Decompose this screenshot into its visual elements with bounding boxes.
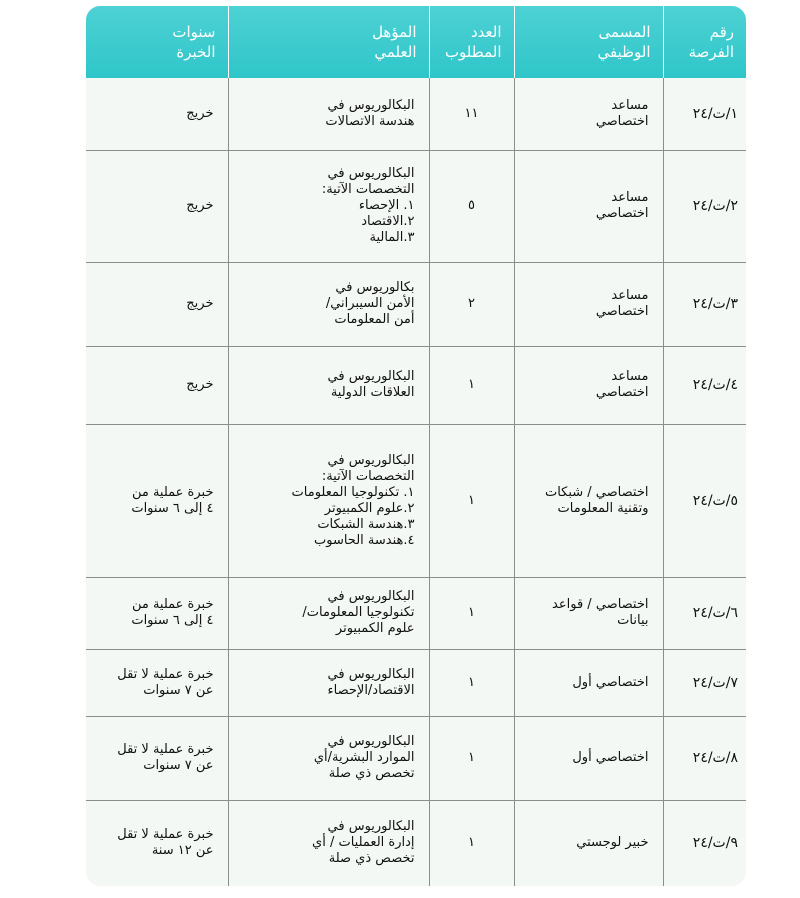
cell-qualification-line: ٤.هندسة الحاسوب: [314, 532, 415, 548]
cell-qualification-line: تخصص ذي صلة: [328, 766, 415, 781]
cell-qualification: [228, 262, 429, 346]
cell-qualification-line: البكالوريوس في: [327, 97, 415, 113]
cell-experience: [86, 346, 228, 424]
cell-required-count: ١: [429, 716, 514, 800]
cell-job-title-line: مساعد: [611, 369, 649, 384]
cell-experience-line: خبرة عملية من: [131, 484, 214, 500]
cell-experience: [86, 800, 228, 886]
cell-job-title-line: اختصاصي / قواعد: [552, 597, 649, 612]
cell-job-title-line: بيانات: [617, 613, 649, 628]
cell-experience-line: خبرة عملية لا تقل: [117, 742, 214, 757]
cell-required-count: ١: [429, 649, 514, 716]
table-row: [86, 800, 746, 886]
cell-qualification-line: علوم الكمبيوتر: [335, 621, 415, 636]
cell-experience: [86, 577, 228, 649]
cell-job-title: [514, 78, 663, 150]
cell-qualification-line: البكالوريوس في: [327, 589, 415, 604]
cell-qualification-line: الموارد البشرية/أي: [313, 750, 415, 765]
cell-job-title: [514, 262, 663, 346]
header-qualification: المؤهل العلمي: [228, 6, 429, 78]
job-opportunities-card: [86, 6, 746, 886]
cell-experience: [86, 262, 228, 346]
cell-qualification-line: تخصص ذي صلة: [328, 851, 415, 867]
table-body: [86, 78, 746, 886]
cell-qualification-line: البكالوريوس في: [327, 452, 415, 468]
cell-job-title-line: اختصاصي: [595, 304, 649, 319]
cell-experience-line: عن ٧ سنوات: [143, 758, 214, 773]
cell-opportunity-id: ٣/ت/٢٤: [663, 262, 746, 346]
cell-required-count: ١: [429, 346, 514, 424]
cell-experience-line: خريج: [186, 377, 214, 392]
cell-job-title-line: اختصاصي أول: [572, 674, 649, 690]
cell-experience: [86, 150, 228, 262]
cell-required-count: ١١: [429, 78, 514, 150]
cell-experience: [86, 649, 228, 716]
table-row: [86, 424, 746, 577]
cell-qualification: [228, 346, 429, 424]
cell-qualification: [228, 78, 429, 150]
cell-job-title: [514, 649, 663, 716]
header-opportunity-id: رقم الفرصة: [663, 6, 746, 78]
table-row: [86, 78, 746, 150]
cell-experience-line: خريج: [186, 105, 214, 121]
cell-job-title: [514, 577, 663, 649]
cell-required-count: ٢: [429, 262, 514, 346]
cell-job-title: [514, 346, 663, 424]
cell-qualification-line: الأمن السيبراني/: [325, 296, 415, 311]
cell-qualification-line: إدارة العمليات / أي: [312, 835, 415, 851]
cell-job-title: [514, 800, 663, 886]
cell-experience: [86, 716, 228, 800]
cell-qualification-line: التخصصات الآتية:: [321, 182, 415, 197]
cell-experience-line: عن ١٢ سنة: [151, 843, 214, 859]
cell-experience-line: خبرة عملية من: [131, 597, 214, 612]
cell-qualification-line: البكالوريوس في: [327, 819, 415, 835]
cell-job-title-line: خبير لوجستي: [576, 835, 649, 851]
cell-required-count: ١: [429, 577, 514, 649]
cell-qualification: [228, 716, 429, 800]
table-row: [86, 649, 746, 716]
cell-experience-line: خريج: [186, 296, 214, 311]
cell-qualification: [228, 150, 429, 262]
cell-job-title-line: اختصاصي: [595, 113, 649, 129]
cell-qualification-line: ١. الإحصاء: [358, 198, 415, 213]
cell-qualification-line: هندسة الاتصالات: [325, 113, 415, 129]
cell-qualification-line: البكالوريوس في: [327, 666, 415, 682]
cell-job-title-line: اختصاصي: [595, 385, 649, 400]
cell-qualification-line: ٣.المالية: [369, 230, 415, 245]
cell-qualification-line: أمن المعلومات: [334, 312, 415, 327]
cell-job-title-line: مساعد: [611, 97, 649, 113]
cell-opportunity-id: ٨/ت/٢٤: [663, 716, 746, 800]
cell-qualification-line: ٢.الاقتصاد: [361, 214, 415, 229]
cell-qualification-line: العلاقات الدولية: [330, 385, 415, 400]
cell-experience: [86, 78, 228, 150]
cell-job-title-line: مساعد: [611, 288, 649, 303]
job-opportunities-table: [86, 6, 746, 886]
cell-opportunity-id: ٩/ت/٢٤: [663, 800, 746, 886]
cell-required-count: ١: [429, 800, 514, 886]
header-required-count: العدد المطلوب: [429, 6, 514, 78]
cell-qualification-line: البكالوريوس في: [327, 166, 415, 181]
cell-job-title-line: وتقنية المعلومات: [557, 500, 649, 516]
cell-qualification: [228, 649, 429, 716]
cell-opportunity-id: ٥/ت/٢٤: [663, 424, 746, 577]
cell-experience-line: خبرة عملية لا تقل: [117, 666, 214, 682]
table-row: [86, 716, 746, 800]
cell-opportunity-id: ٦/ت/٢٤: [663, 577, 746, 649]
cell-required-count: ١: [429, 424, 514, 577]
cell-experience-line: ٤ إلى ٦ سنوات: [131, 613, 214, 628]
cell-qualification-line: البكالوريوس في: [327, 369, 415, 384]
cell-qualification-line: الاقتصاد/الإحصاء: [327, 682, 415, 698]
cell-experience-line: عن ٧ سنوات: [143, 682, 214, 698]
cell-job-title-line: مساعد: [611, 190, 649, 205]
cell-opportunity-id: ٤/ت/٢٤: [663, 346, 746, 424]
cell-experience-line: خبرة عملية لا تقل: [117, 827, 214, 843]
cell-job-title: [514, 150, 663, 262]
table-row: [86, 150, 746, 262]
cell-qualification-line: تكنولوجيا المعلومات/: [302, 605, 415, 620]
cell-qualification: [228, 800, 429, 886]
cell-job-title-line: اختصاصي / شبكات: [544, 484, 649, 500]
table-header-row: [86, 6, 746, 78]
cell-opportunity-id: ١/ت/٢٤: [663, 78, 746, 150]
header-experience: سنوات الخبرة: [172, 23, 216, 61]
cell-job-title: [514, 424, 663, 577]
cell-experience-line: ٤ إلى ٦ سنوات: [131, 500, 214, 516]
header-job-title: المسمى الوظيفي: [514, 6, 663, 78]
cell-opportunity-id: ٢/ت/٢٤: [663, 150, 746, 262]
cell-job-title-line: اختصاصي أول: [572, 750, 649, 765]
cell-experience: [86, 424, 228, 577]
cell-qualification-line: ١. تكنولوجيا المعلومات: [291, 484, 415, 500]
table-row: [86, 262, 746, 346]
cell-job-title: [514, 716, 663, 800]
cell-opportunity-id: ٧/ت/٢٤: [663, 649, 746, 716]
table-row: [86, 577, 746, 649]
cell-qualification: [228, 424, 429, 577]
cell-qualification-line: التخصصات الآتية:: [321, 468, 415, 484]
cell-qualification-line: ٢.علوم الكمبيوتر: [324, 500, 415, 516]
cell-job-title-line: اختصاصي: [595, 206, 649, 221]
cell-qualification-line: بكالوريوس في: [335, 280, 415, 295]
cell-qualification-line: ٣.هندسة الشبكات: [317, 516, 415, 532]
cell-qualification-line: البكالوريوس في: [327, 734, 415, 749]
table-row: [86, 346, 746, 424]
cell-required-count: ٥: [429, 150, 514, 262]
cell-qualification: [228, 577, 429, 649]
cell-experience-line: خريج: [186, 198, 214, 213]
